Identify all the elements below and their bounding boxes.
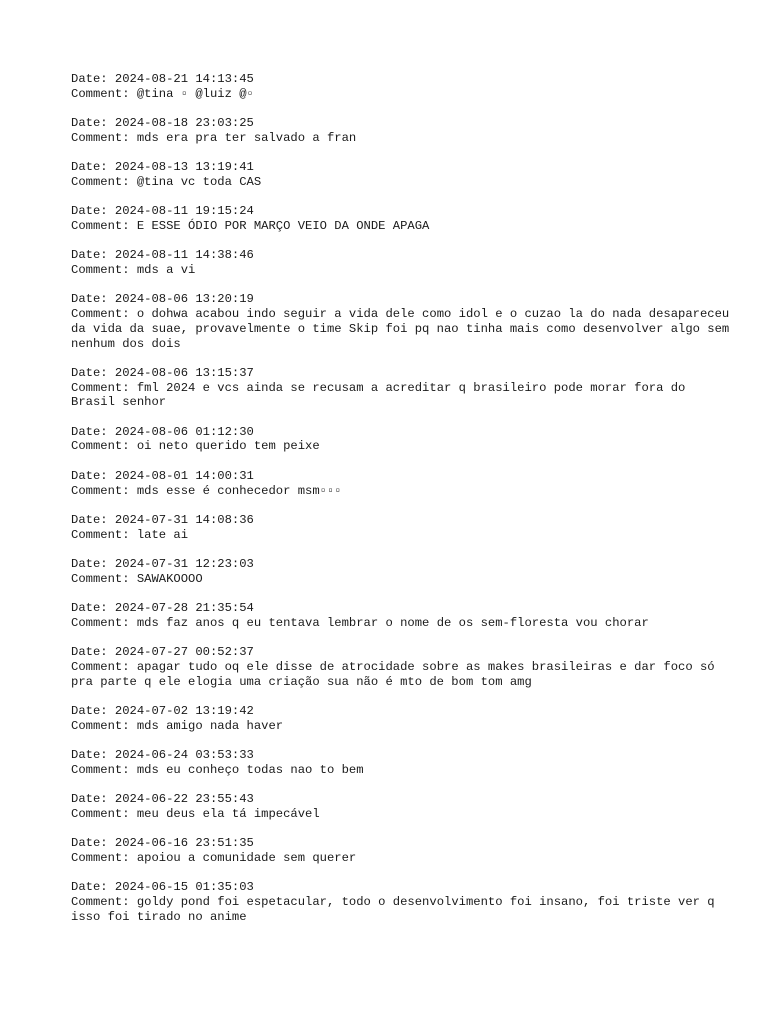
comment-text: late ai	[136, 527, 189, 542]
comment-label: Comment:	[71, 659, 137, 674]
date-value: 2024-06-22 23:55:43	[114, 792, 254, 807]
comment-line	[71, 528, 731, 543]
comment-line	[71, 719, 731, 734]
date-line	[71, 792, 731, 807]
comment-line	[71, 660, 731, 689]
comment-entry	[71, 880, 731, 924]
date-value: 2024-07-02 13:19:42	[114, 704, 254, 719]
comment-line	[71, 131, 731, 146]
comment-entry	[71, 704, 731, 733]
date-label: Date:	[71, 160, 115, 175]
date-value: 2024-07-27 00:52:37	[114, 645, 254, 660]
date-value: 2024-08-11 14:38:46	[114, 248, 254, 263]
date-label: Date:	[71, 880, 115, 895]
date-line	[71, 513, 731, 528]
comment-label: Comment:	[71, 263, 137, 278]
comment-text: mds faz anos q eu tentava lembrar o nome de os sem-floresta vou chorar	[136, 615, 649, 630]
comment-text: meu deus ela tá impecável	[136, 806, 320, 821]
comment-text: E ESSE ÓDIO POR MARÇO VEIO DA ONDE APAGA	[136, 218, 430, 233]
comment-label: Comment:	[71, 130, 137, 145]
date-line	[71, 601, 731, 616]
comment-label: Comment:	[71, 895, 137, 910]
comment-line	[71, 484, 731, 499]
comment-entry	[71, 116, 731, 145]
comment-text: mds eu conheço todas nao to bem	[136, 762, 364, 777]
date-line	[71, 557, 731, 572]
comment-label: Comment:	[71, 615, 137, 630]
comment-text: mds amigo nada haver	[136, 718, 284, 733]
comment-label: Comment:	[71, 483, 137, 498]
comment-entry	[71, 557, 731, 586]
date-line	[71, 116, 731, 131]
date-line	[71, 469, 731, 484]
date-label: Date:	[71, 424, 115, 439]
date-label: Date:	[71, 365, 115, 380]
comment-text: mds a vi	[136, 263, 196, 278]
comment-entry	[71, 72, 731, 101]
comment-entry	[71, 601, 731, 630]
date-label: Date:	[71, 704, 115, 719]
comment-line	[71, 87, 731, 102]
comment-line	[71, 851, 731, 866]
comment-label: Comment:	[71, 218, 137, 233]
comment-label: Comment:	[71, 806, 137, 821]
date-value: 2024-06-24 03:53:33	[114, 748, 254, 763]
comment-line	[71, 616, 731, 631]
date-label: Date:	[71, 645, 115, 660]
comment-label: Comment:	[71, 380, 137, 395]
comment-line	[71, 572, 731, 587]
date-line	[71, 645, 731, 660]
date-value: 2024-07-28 21:35:54	[114, 601, 254, 616]
date-label: Date:	[71, 792, 115, 807]
date-label: Date:	[71, 748, 115, 763]
date-line	[71, 292, 731, 307]
comment-line	[71, 175, 731, 190]
comment-text: apagar tudo oq ele disse de atrocidade sobre as makes brasileiras e dar foco só pra parte q ele elogia uma criação sua não é mto de bom tom amg	[71, 659, 722, 689]
comment-text: fml 2024 e vcs ainda se recusam a acreditar q brasileiro pode morar fora do Brasil senhor	[71, 380, 693, 410]
comment-text: o dohwa acabou indo seguir a vida dele como idol e o cuzao la do nada desapareceu da vida da suae, provavelmente o time Skip foi pq nao tinha mais como desenvolver algo sem nenhum dos dois	[71, 307, 737, 351]
comment-entry	[71, 792, 731, 821]
comment-entry	[71, 204, 731, 233]
date-label: Date:	[71, 601, 115, 616]
date-line	[71, 425, 731, 440]
comment-text: mds era pra ter salvado a fran	[136, 130, 357, 145]
comment-label: Comment:	[71, 762, 137, 777]
date-value: 2024-08-13 13:19:41	[114, 160, 254, 175]
comment-line	[71, 263, 731, 278]
date-line	[71, 160, 731, 175]
date-value: 2024-08-21 14:13:45	[114, 72, 254, 86]
date-value: 2024-06-16 23:51:35	[114, 836, 254, 851]
comment-entry	[71, 160, 731, 189]
date-label: Date:	[71, 204, 115, 219]
comment-text: goldy pond foi espetacular, todo o desenvolvimento foi insano, foi triste ver q isso foi tirado no anime	[71, 895, 722, 924]
comment-entry	[71, 645, 731, 689]
comment-label: Comment:	[71, 86, 137, 101]
date-value: 2024-08-06 01:12:30	[114, 424, 254, 439]
comment-entry	[71, 366, 731, 410]
date-value: 2024-07-31 14:08:36	[114, 512, 254, 527]
comment-line	[71, 307, 737, 351]
comment-label: Comment:	[71, 174, 137, 189]
comment-label: Comment:	[71, 527, 137, 542]
date-line	[71, 72, 731, 87]
date-label: Date:	[71, 512, 115, 527]
date-value: 2024-07-31 12:23:03	[114, 557, 254, 572]
date-line	[71, 836, 731, 851]
date-label: Date:	[71, 72, 115, 86]
date-label: Date:	[71, 468, 115, 483]
date-line	[71, 748, 731, 763]
date-line	[71, 880, 731, 895]
comment-line	[71, 895, 731, 924]
comment-line	[71, 439, 731, 454]
date-value: 2024-08-18 23:03:25	[114, 116, 254, 131]
comment-text: @tina ▫ @luiz @▫	[136, 86, 254, 101]
date-value: 2024-08-11 19:15:24	[114, 204, 254, 219]
date-label: Date:	[71, 836, 115, 851]
date-label: Date:	[71, 557, 115, 572]
date-line	[71, 704, 731, 719]
comment-line	[71, 807, 731, 822]
comment-line	[71, 381, 731, 410]
comment-text: oi neto querido tem peixe	[136, 439, 320, 454]
date-label: Date:	[71, 116, 115, 131]
comment-label: Comment:	[71, 571, 137, 586]
comment-entry	[71, 469, 731, 498]
comment-line	[71, 763, 731, 778]
date-line	[71, 248, 731, 263]
comment-label: Comment:	[71, 439, 137, 454]
comment-line	[71, 219, 731, 234]
date-label: Date:	[71, 248, 115, 263]
date-value: 2024-08-01 14:00:31	[114, 468, 254, 483]
comment-entry	[71, 292, 737, 351]
date-value: 2024-08-06 13:20:19	[114, 292, 254, 307]
comment-text: apoiou a comunidade sem querer	[136, 851, 357, 866]
comment-entry	[71, 425, 731, 454]
comment-label: Comment:	[71, 307, 137, 322]
comment-log	[71, 72, 737, 939]
comment-entry	[71, 748, 731, 777]
date-line	[71, 204, 731, 219]
comment-entry	[71, 248, 731, 277]
comment-label: Comment:	[71, 851, 137, 866]
date-line	[71, 366, 731, 381]
comment-text: SAWAKOOOO	[136, 571, 203, 586]
comment-text: mds esse é conhecedor msm▫▫▫	[136, 483, 342, 498]
comment-entry	[71, 836, 731, 865]
date-label: Date:	[71, 292, 115, 307]
date-value: 2024-06-15 01:35:03	[114, 880, 254, 895]
comment-label: Comment:	[71, 718, 137, 733]
date-value: 2024-08-06 13:15:37	[114, 365, 254, 380]
comment-text: @tina vc toda CAS	[136, 174, 262, 189]
comment-entry	[71, 513, 731, 542]
